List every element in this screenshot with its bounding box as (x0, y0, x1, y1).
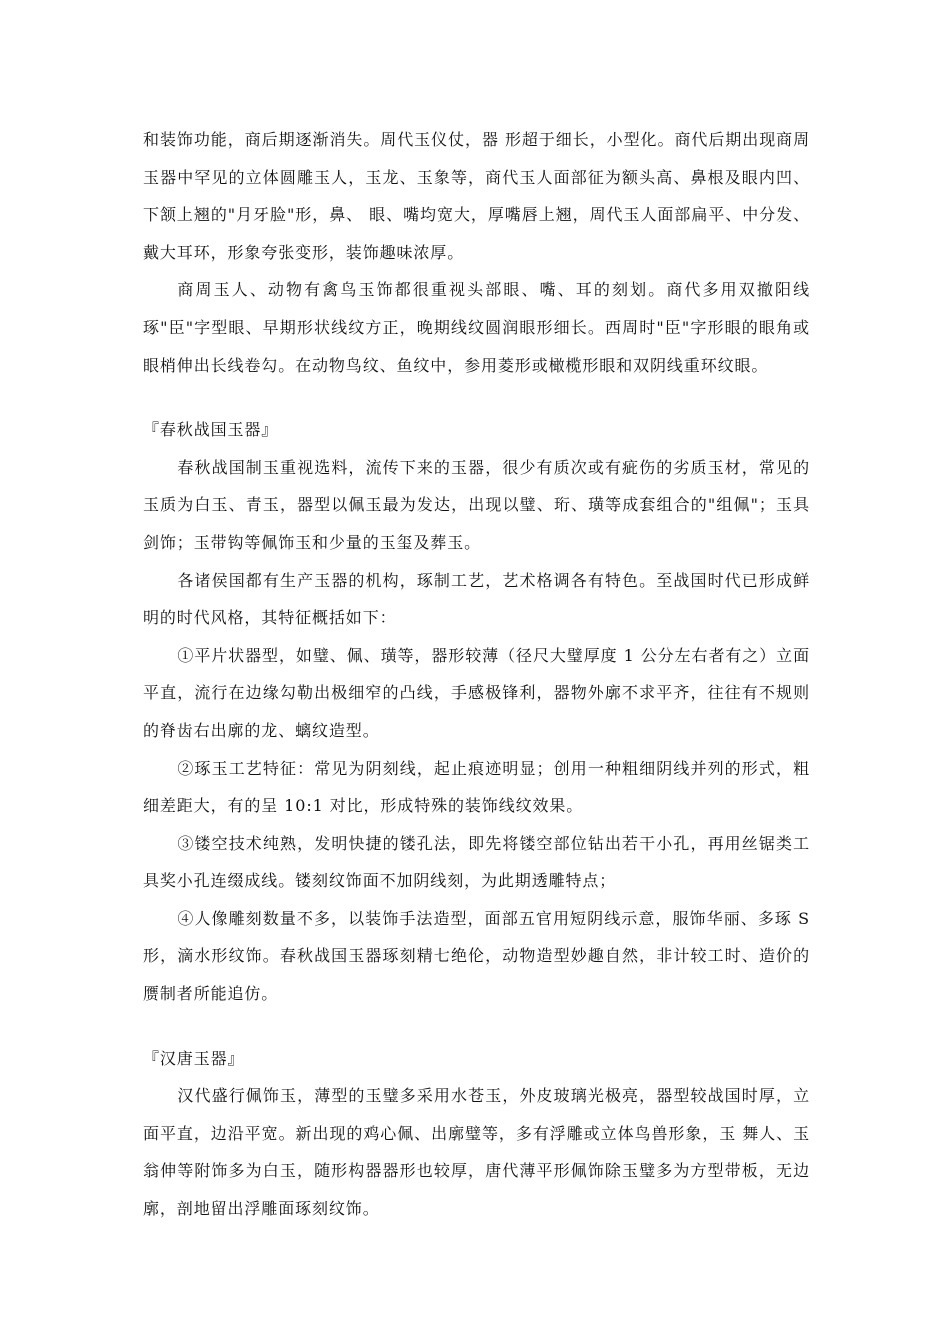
hantang-paragraph-1: 汉代盛行佩饰玉，薄型的玉璧多采用水苍玉，外皮玻璃光极亮，器型较战国时厚，立面平直，边沿平宽。新出现的鸡心佩、出廓璧等，多有浮雕或立体鸟兽形象，玉 舞人、玉翁伸等附饰多为白玉，随形构器器形也较厚，唐代薄平形佩饰除玉璧多为方型带板，无边廓，剖地留出浮雕面琢刻纹饰。 (143, 1086, 810, 1219)
chunqiu-paragraph-5: ③镂空技术纯熟，发明快捷的镂孔法，即先将镂空部位钻出若干小孔，再用丝锯类工具奖小孔连缀成线。镂刻纹饰面不加阴线刻，为此期透雕特点； (143, 833, 810, 891)
chunqiu-paragraph-4: ②琢玉工艺特征：常见为阴刻线，起止痕迹明显；创用一种粗细阴线并列的形式，粗细差距大，有的呈 10:1 对比，形成特殊的装饰线纹效果。 (143, 758, 810, 816)
intro-paragraph-1: 和装饰功能，商后期逐渐消失。周代玉仪仗，器 形超于细长，小型化。商代后期出现商周玉器中罕见的立体圆雕玉人，玉龙、玉象等，商代玉人面部征为额头高、鼻根及眼内凹、下颔上翘的"月牙脸"形，鼻、 眼、嘴均宽大，厚嘴唇上翘，周代玉人面部扁平、中分发、戴大耳环，形象夸张变形，装饰趣味浓厚。 (143, 130, 810, 262)
chunqiu-paragraph-2: 各诸侯国都有生产玉器的机构，琢制工艺，艺术格调各有特色。至战国时代已形成鲜明的时代风格，其特征概括如下： (143, 570, 810, 628)
chunqiu-paragraph-3: ①平片状器型，如璧、佩、璜等，器形较薄（径尺大璧厚度 1 公分左右者有之）立面平直，流行在边缘勾勒出极细窄的凸线，手感极锋利，器物外廓不求平齐，往往有不规则的脊齿右出廓的龙、螭纹造型。 (143, 645, 810, 740)
section-heading-hantang: 『汉唐玉器』 (143, 1048, 245, 1068)
document-body (143, 121, 810, 1228)
section-heading-chunqiu: 『春秋战国玉器』 (143, 420, 279, 440)
chunqiu-paragraph-6: ④人像雕刻数量不多，以装饰手法造型，面部五官用短阴线示意，服饰华丽、多琢 S 形，滴水形纹饰。春秋战国玉器琢刻精七绝伦，动物造型妙趣自然，非计较工时、造价的赝制者所能追仿。 (143, 908, 810, 1004)
chunqiu-paragraph-1: 春秋战国制玉重视选料，流传下来的玉器，很少有质次或有疵伤的劣质玉材，常见的玉质为白玉、青玉，器型以佩玉最为发达，出现以璧、珩、璜等成套组合的"组佩"；玉具剑饰；玉带钩等佩饰玉和少量的玉玺及葬玉。 (143, 457, 810, 552)
intro-paragraph-2: 商周玉人、动物有禽鸟玉饰都很重视头部眼、嘴、耳的刻划。商代多用双撤阳线琢"臣"字型眼、早期形状线纹方正，晚期线纹圆润眼形细长。西周时"臣"字形眼的眼角或眼梢伸出长线卷勾。在动物鸟纹、鱼纹中，参用菱形或橄榄形眼和双阴线重环纹眼。 (143, 280, 810, 375)
